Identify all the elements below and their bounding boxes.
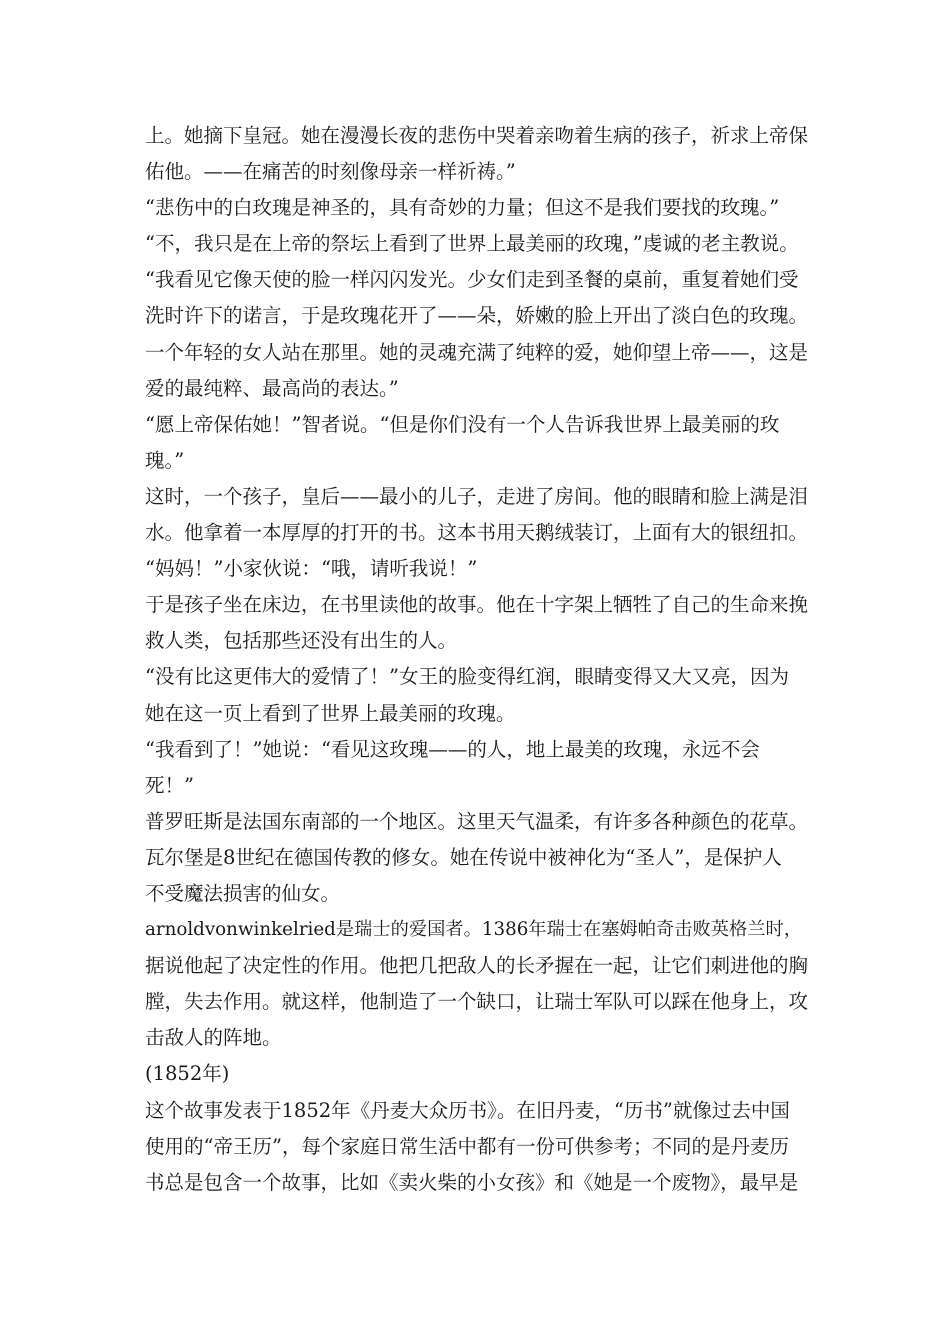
text-line: 瑰。” (145, 448, 185, 472)
text-line: 瓦尔堡是8世纪在德国传教的修女。她在传说中被神化为“圣人”，是保护人 (145, 845, 782, 869)
text-line: 佑他。——在痛苦的时刻像母亲一样祈祷。” (145, 160, 516, 184)
text-line: 书总是包含一个故事，比如《卖火柴的小女孩》和《她是一个废物》，最早是 (145, 1170, 799, 1194)
text-line: “我看到了！”她说：“看见这玫瑰——的人，地上最美的玫瑰，永远不会 (145, 737, 760, 761)
text-line: 击敌人的阵地。 (145, 1026, 282, 1050)
text-line: “我看见它像天使的脸一样闪闪发光。少女们走到圣餐的桌前，重复着她们受 (145, 268, 799, 292)
text-line: 据说他起了决定性的作用。他把几把敌人的长矛握在一起，让它们刺进他的胸 (145, 954, 809, 978)
text-line: 水。他拿着一本厚厚的打开的书。这本书用天鹅绒装订，上面有大的银纽扣。 (145, 521, 809, 545)
text-line: 不受魔法损害的仙女。 (145, 881, 341, 905)
text-line: 爱的最纯粹、最高尚的表达。” (145, 376, 399, 400)
text-line: “妈妈！”小家伙说：“哦，请听我说！” (145, 557, 478, 581)
text-line: 死！” (145, 773, 194, 797)
text-line: 使用的“帝王历”，每个家庭日常生活中都有一份可供参考；不同的是丹麦历 (145, 1134, 789, 1158)
body-text (145, 118, 810, 1201)
text-line: 洗时许下的诺言，于是玫瑰花开了——朵，娇嫩的脸上开出了淡白色的玫瑰。 (145, 304, 809, 328)
text-line: 一个年轻的女人站在那里。她的灵魂充满了纯粹的爱，她仰望上帝——，这是 (145, 340, 809, 364)
text-line: 这个故事发表于1852年《丹麦大众历书》。在旧丹麦，“历书”就像过去中国 (145, 1098, 790, 1122)
text-line: “不，我只是在上帝的祭坛上看到了世界上最美丽的玫瑰，”虔诚的老主教说。 (145, 232, 799, 256)
text-line: “没有比这更伟大的爱情了！”女王的脸变得红润，眼睛变得又大又亮，因为 (145, 665, 789, 689)
text-line: 她在这一页上看到了世界上最美丽的玫瑰。 (145, 701, 516, 725)
text-line: (1852年) (145, 1062, 230, 1086)
text-line: 于是孩子坐在床边，在书里读他的故事。他在十字架上牺牲了自己的生命来挽 (145, 593, 809, 617)
text-line: “悲伤中的白玫瑰是神圣的，具有奇妙的力量；但这不是我们要找的玫瑰。” (145, 196, 780, 220)
text-line: 普罗旺斯是法国东南部的一个地区。这里天气温柔，有许多各种颜色的花草。 (145, 809, 809, 833)
text-line: 上。她摘下皇冠。她在漫漫长夜的悲伤中哭着亲吻着生病的孩子，祈求上帝保 (145, 124, 809, 147)
text-line: 膛，失去作用。就这样，他制造了一个缺口，让瑞士军队可以踩在他身上，攻 (145, 990, 809, 1014)
text-line: arnoldvonwinkelried是瑞士的爱国者。1386年瑞士在塞姆帕奇击败英格兰时， (145, 919, 803, 941)
text-line: 这时，一个孩子，皇后——最小的儿子，走进了房间。他的眼睛和脸上满是泪 (145, 484, 809, 508)
text-line: 救人类，包括那些还没有出生的人。 (145, 629, 458, 653)
text-line: “愿上帝保佑她！”智者说。“但是你们没有一个人告诉我世界上最美丽的玫 (145, 412, 780, 436)
